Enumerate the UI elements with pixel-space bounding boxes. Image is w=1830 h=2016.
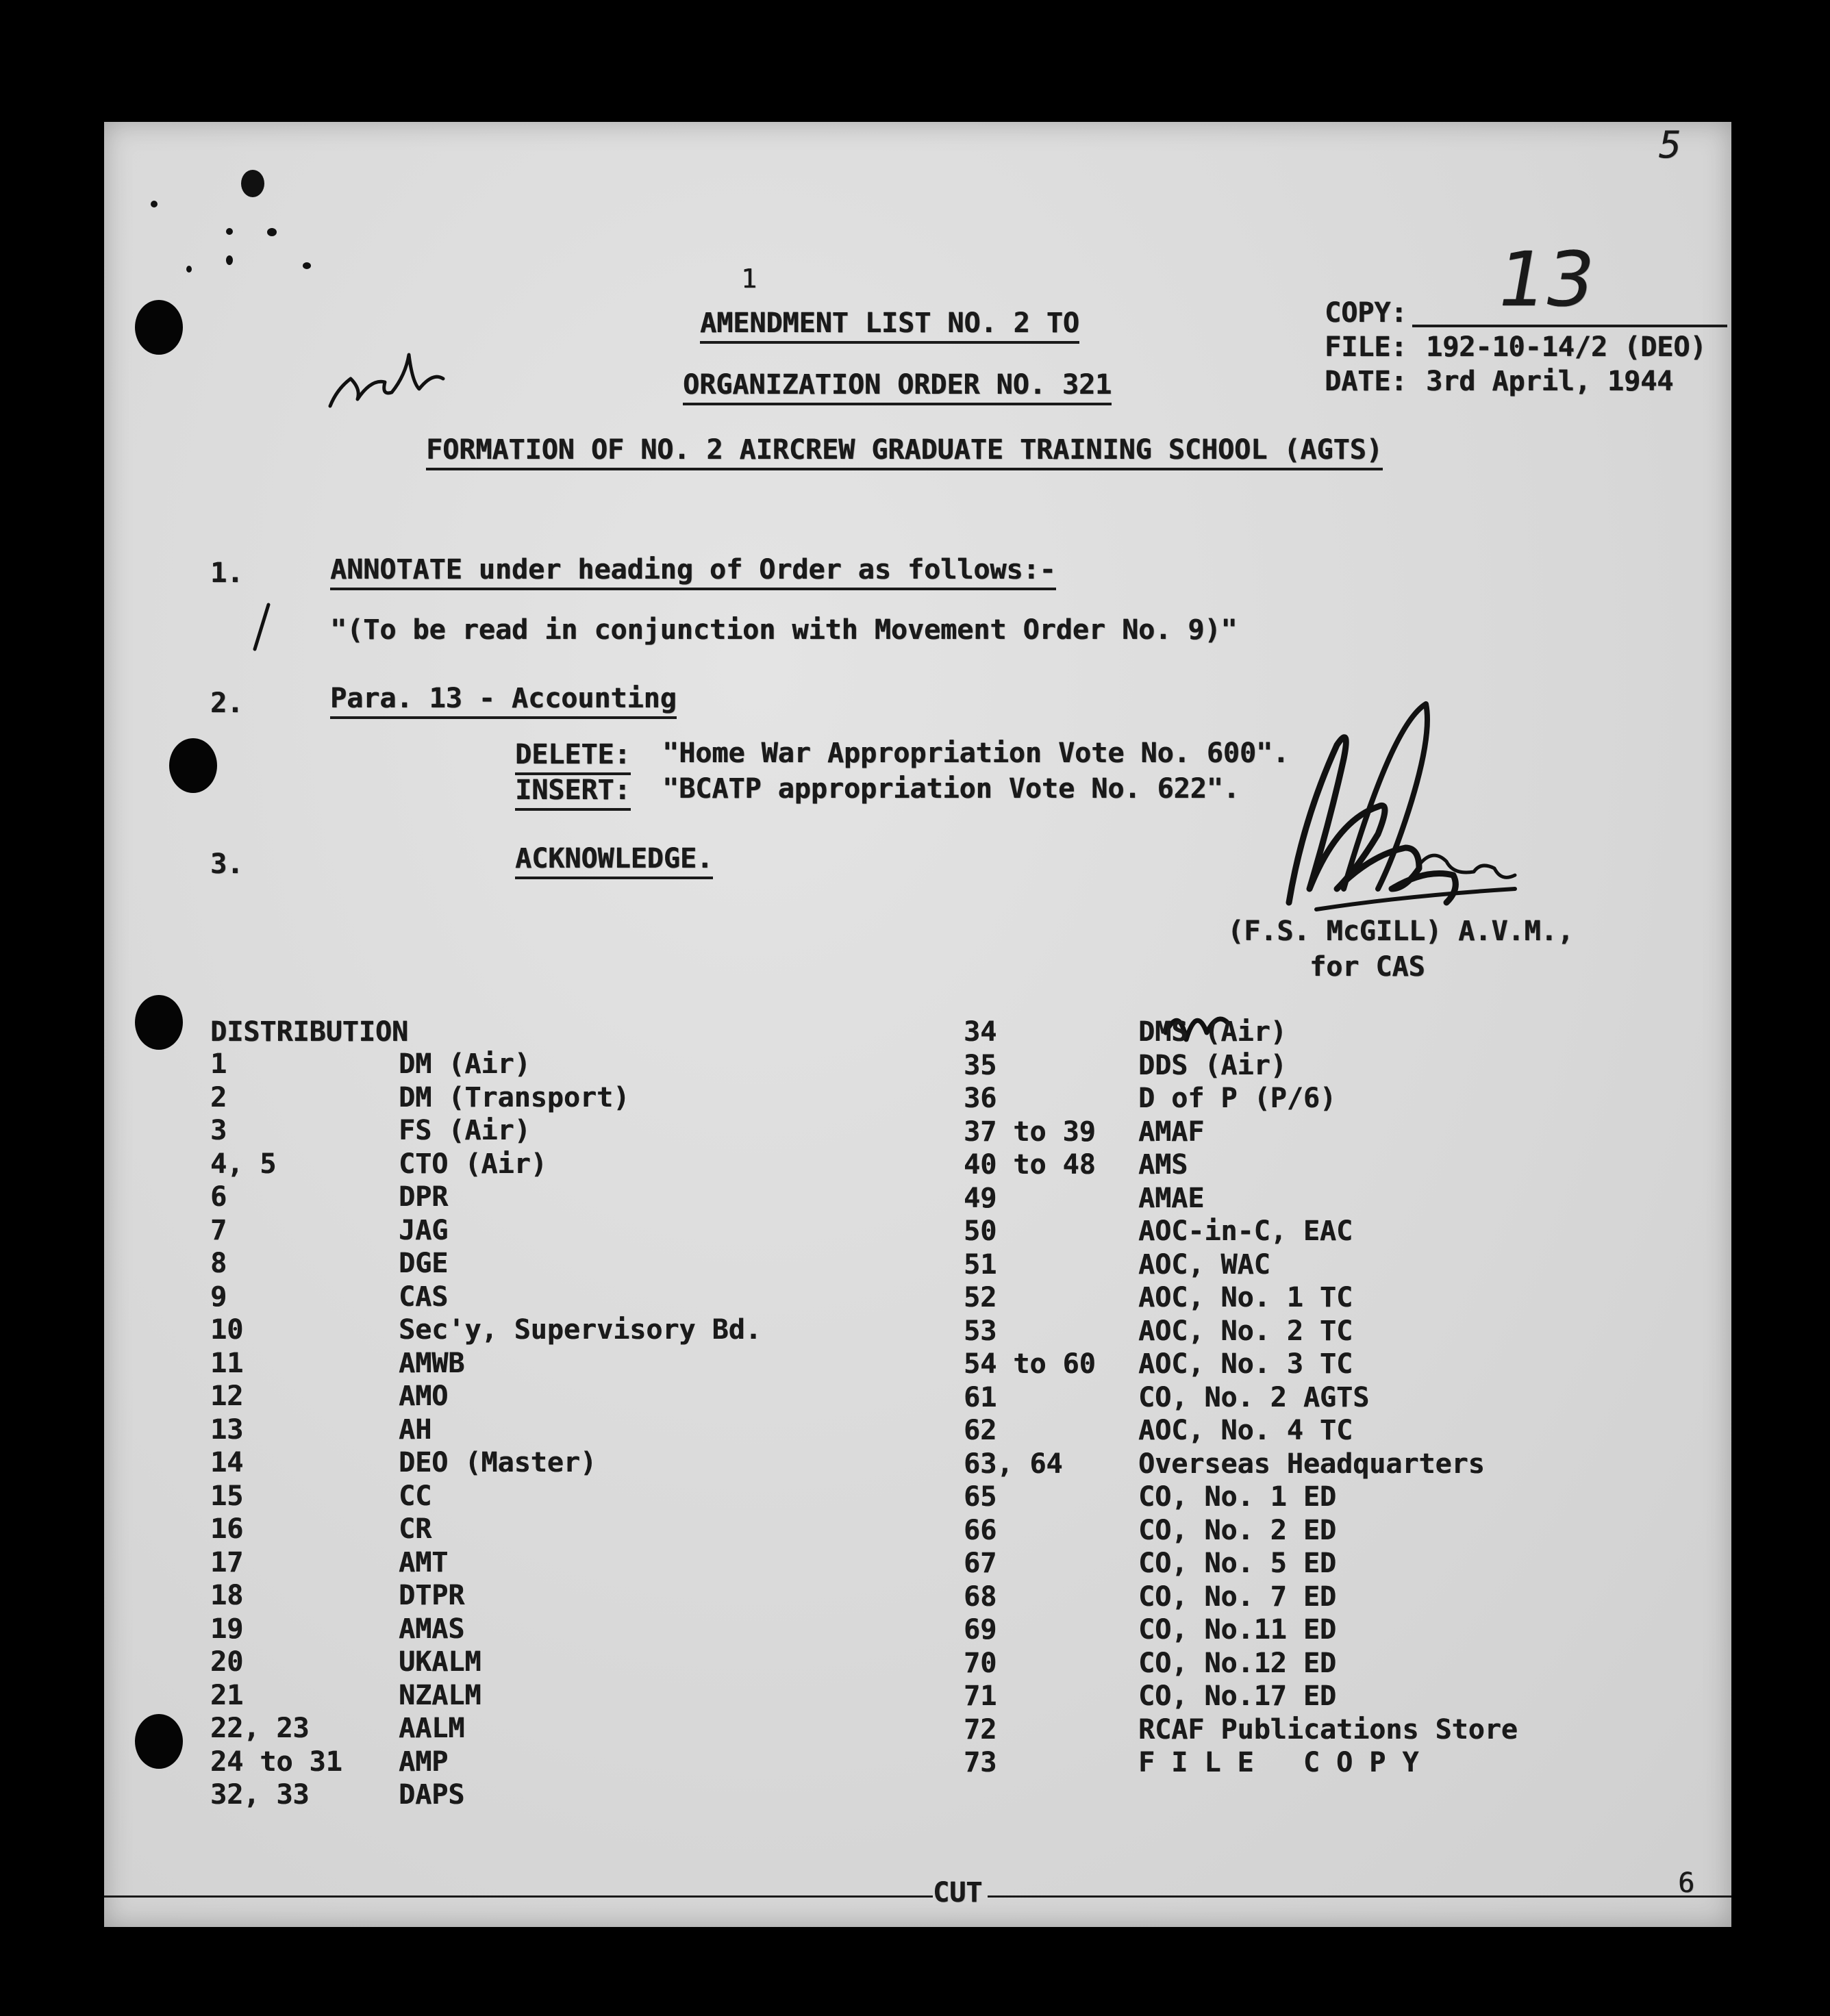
distribution-recipient: RCAF Publications Store [1138,1713,1518,1746]
distribution-recipient: AOC, WAC [1138,1248,1270,1281]
distribution-number: 7 [210,1214,227,1246]
cut-line-left [104,1895,933,1898]
distribution-recipient: CC [399,1480,432,1512]
distribution-recipient: AMO [399,1381,449,1412]
distribution-recipient: CO, No. 2 ED [1138,1514,1336,1546]
amendment-title: AMENDMENT LIST NO. 2 TO [700,307,1079,344]
distribution-number: 16 [210,1513,244,1545]
para-2-number: 2. [210,688,244,719]
para-1-quote: "(To be read in conjunction with Movement Order No. 9)" [330,614,1238,646]
distribution-number: 17 [210,1546,244,1578]
ink-speck [226,228,233,235]
distribution-recipient: FS (Air) [399,1115,531,1146]
handwritten-initials [323,341,474,423]
distribution-number: 65 [964,1481,997,1513]
distribution-recipient: DPR [399,1181,449,1213]
signatory-name: (F.S. McGILL) A.V.M., [1227,916,1574,947]
page-mark: 6 [1678,1867,1695,1899]
distribution-number: 2 [210,1081,227,1113]
distribution-recipient: AMAF [1138,1116,1205,1148]
distribution-recipient: AOC, No. 4 TC [1138,1415,1353,1446]
distribution-recipient: DGE [399,1248,449,1279]
formation-title: FORMATION OF NO. 2 AIRCREW GRADUATE TRAINING SCHOOL (AGTS) [426,433,1383,470]
distribution-recipient: Overseas Headquarters [1138,1448,1485,1480]
distribution-number: 68 [964,1580,997,1613]
date-value: 3rd April, 1944 [1426,366,1674,397]
distribution-heading: DISTRIBUTION [210,1016,408,1048]
insert-text: "BCATP appropriation Vote No. 622". [662,773,1240,805]
distribution-number: 54 to 60 [964,1348,1096,1380]
distribution-number: 35 [964,1049,997,1081]
distribution-number: 14 [210,1447,244,1478]
distribution-number: 10 [210,1314,244,1346]
distribution-number: 69 [964,1614,997,1646]
distribution-recipient: CO, No.12 ED [1138,1647,1336,1679]
distribution-number: 61 [964,1381,997,1413]
distribution-number: 32, 33 [210,1779,310,1811]
distribution-number: 66 [964,1514,997,1546]
para-1-number: 1. [210,557,244,589]
distribution-recipient: DM (Transport) [399,1081,630,1113]
distribution-number: 67 [964,1548,997,1579]
para-3-number: 3. [210,848,244,880]
delete-label: DELETE: [515,738,631,775]
distribution-number: 34 [964,1016,997,1048]
distribution-recipient: DTPR [399,1580,465,1611]
distribution-number: 24 to 31 [210,1746,342,1778]
distribution-number: 72 [964,1713,997,1746]
distribution-number: 3 [210,1115,227,1146]
delete-text: "Home War Appropriation Vote No. 600". [662,738,1290,769]
distribution-recipient: UKALM [399,1646,481,1678]
distribution-number: 62 [964,1415,997,1446]
distribution-number: 37 to 39 [964,1116,1096,1148]
punch-hole [135,995,183,1050]
cut-label: CUT [933,1877,983,1908]
distribution-number: 63, 64 [964,1448,1063,1480]
punch-hole [169,738,217,793]
distribution-recipient: CO, No.11 ED [1138,1614,1336,1646]
distribution-number: 15 [210,1480,244,1512]
corner-mark: 5 [1659,123,1681,166]
distribution-recipient: CTO (Air) [399,1148,547,1180]
distribution-recipient: CO, No. 1 ED [1138,1481,1336,1513]
distribution-number: 13 [210,1413,244,1446]
para-2-text: Para. 13 - Accounting [330,682,677,719]
distribution-recipient: AMWB [399,1347,465,1379]
distribution-recipient: DEO (Master) [399,1447,597,1478]
distribution-recipient: NZALM [399,1679,481,1711]
distribution-recipient: JAG [399,1214,449,1246]
distribution-recipient: AOC, No. 1 TC [1138,1282,1353,1313]
distribution-recipient: DM (Air) [399,1048,531,1080]
distribution-recipient: AALM [399,1713,465,1744]
distribution-recipient: AMAE [1138,1182,1205,1214]
distribution-number: 51 [964,1248,997,1281]
distribution-number: 22, 23 [210,1713,310,1744]
distribution-recipient: AOC, No. 2 TC [1138,1315,1353,1347]
ink-blot [241,170,264,197]
distribution-recipient: AMP [399,1746,449,1778]
punch-hole [135,1714,183,1769]
ink-speck [303,262,311,269]
insert-label: INSERT: [515,774,631,811]
para-3-text: ACKNOWLEDGE. [515,842,713,879]
distribution-recipient: CO, No.17 ED [1138,1680,1336,1712]
para-1-text: ANNOTATE under heading of Order as follows:- [330,553,1056,590]
copy-line [1412,325,1727,327]
distribution-recipient: DAPS [399,1779,465,1811]
distribution-recipient: CO, No. 7 ED [1138,1580,1336,1613]
distribution-number: 8 [210,1248,227,1279]
distribution-number: 19 [210,1613,244,1645]
ink-speck [186,266,192,273]
file-label: FILE: [1325,331,1407,363]
signatory-for: for CAS [1309,951,1425,983]
distribution-number: 70 [964,1647,997,1679]
distribution-recipient: AOC, No. 3 TC [1138,1348,1353,1380]
ink-speck [267,228,277,236]
distribution-number: 52 [964,1282,997,1313]
distribution-recipient: CO, No. 2 AGTS [1138,1381,1370,1413]
distribution-number: 12 [210,1381,244,1412]
distribution-number: 1 [210,1048,227,1080]
distribution-recipient: Sec'y, Supervisory Bd. [399,1314,762,1346]
handwritten-tick [248,601,275,656]
distribution-recipient: DDS (Air) [1138,1049,1287,1081]
distribution-recipient: AMAS [399,1613,465,1645]
distribution-number: 49 [964,1182,997,1214]
distribution-recipient: CO, No. 5 ED [1138,1548,1336,1579]
distribution-number: 4, 5 [210,1148,277,1180]
distribution-recipient: AOC-in-C, EAC [1138,1215,1353,1247]
copy-number: 13 [1490,236,1602,323]
distribution-number: 6 [210,1181,227,1213]
distribution-recipient: CR [399,1513,432,1545]
document-page [104,122,1731,1927]
amendment-tick: 1 [741,264,757,294]
order-title: ORGANIZATION ORDER NO. 321 [683,368,1112,405]
cut-line-right [988,1895,1731,1898]
distribution-number: 18 [210,1580,244,1611]
ink-speck [226,255,233,265]
copy-label: COPY: [1325,297,1407,329]
distribution-number: 20 [210,1646,244,1678]
distribution-recipient: AH [399,1413,432,1446]
distribution-number: 21 [210,1679,244,1711]
distribution-recipient: AMT [399,1546,449,1578]
ink-speck [151,201,158,207]
distribution-number: 11 [210,1347,244,1379]
date-label: DATE: [1325,366,1407,397]
distribution-number: 71 [964,1680,997,1712]
distribution-recipient: CAS [399,1281,449,1313]
distribution-recipient: F I L E C O P Y [1138,1747,1419,1778]
file-value: 192-10-14/2 (DEO) [1426,331,1707,363]
distribution-recipient: AMS [1138,1149,1188,1181]
distribution-recipient: D of P (P/6) [1138,1083,1336,1114]
distribution-number: 73 [964,1747,997,1778]
punch-hole [135,300,183,355]
distribution-number: 50 [964,1215,997,1247]
distribution-number: 40 to 48 [964,1149,1096,1181]
distribution-number: 36 [964,1083,997,1114]
distribution-number: 53 [964,1315,997,1347]
distribution-recipient: DMS (Air) [1138,1016,1287,1048]
distribution-number: 9 [210,1281,227,1313]
